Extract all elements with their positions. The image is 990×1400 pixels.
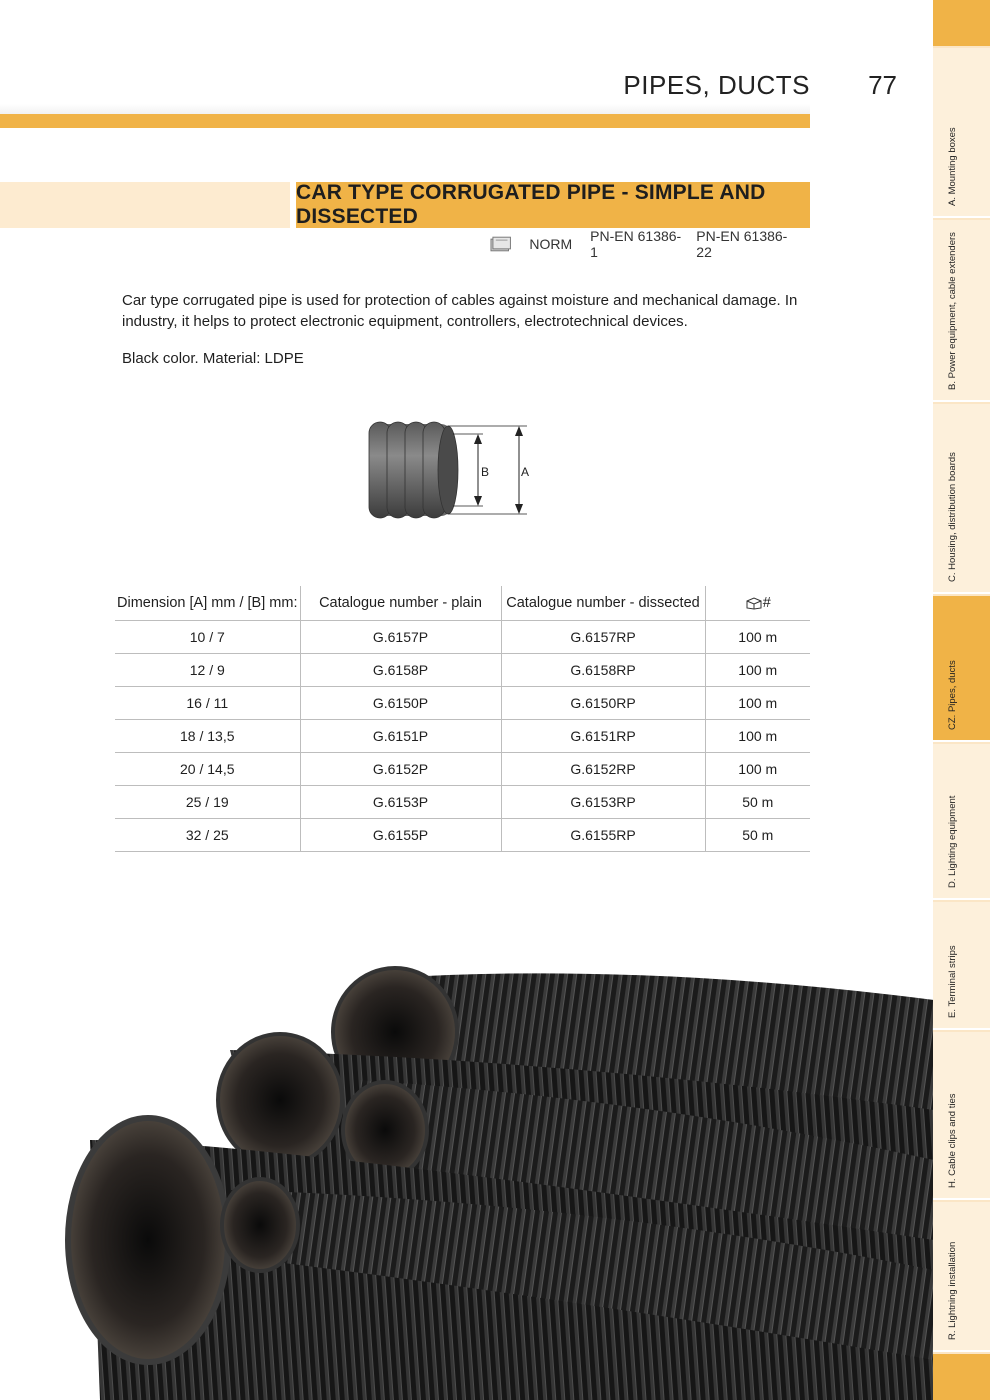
dimension-diagram xyxy=(355,410,555,530)
side-tab-label: D. Lighting equipment xyxy=(947,795,958,888)
norm-standard: PN-EN 61386-22 xyxy=(696,228,788,260)
side-tab-label: A. Mounting boxes xyxy=(947,127,958,206)
table-header-row xyxy=(115,586,810,620)
side-tab-mounting-boxes[interactable] xyxy=(933,48,990,218)
side-nav-top-accent xyxy=(933,0,990,46)
side-tab-housing[interactable] xyxy=(933,404,990,594)
dimension-cell: 32 / 25 xyxy=(115,818,300,851)
catalogue-dissected-cell: G.6152RP xyxy=(501,752,705,785)
column-header: Dimension [A] mm / [B] mm: xyxy=(115,586,300,620)
package-icon xyxy=(745,596,763,610)
side-tab-label: H. Cable clips and ties xyxy=(947,1093,958,1188)
product-title-box xyxy=(296,182,810,228)
catalogue-dissected-cell: G.6157RP xyxy=(501,620,705,653)
side-tab-lighting[interactable] xyxy=(933,744,990,900)
catalogue-plain-cell: G.6158P xyxy=(300,653,501,686)
dimension-b-label: B xyxy=(481,465,490,479)
dimension-cell: 20 / 14,5 xyxy=(115,752,300,785)
page-number: 77 xyxy=(868,70,897,100)
side-tab-label: B. Power equipment, cable extenders xyxy=(947,232,958,390)
side-navigation xyxy=(933,0,990,1400)
product-photo xyxy=(60,940,934,1400)
header-accent-bar xyxy=(0,114,810,128)
side-nav-bottom-accent xyxy=(933,1354,990,1400)
package-cell: 100 m xyxy=(705,653,810,686)
side-tab-terminal-strips[interactable] xyxy=(933,902,990,1030)
package-quantity-header: # xyxy=(762,594,771,611)
dimension-cell: 12 / 9 xyxy=(115,653,300,686)
package-cell: 100 m xyxy=(705,752,810,785)
table-row xyxy=(115,620,810,653)
package-cell: 50 m xyxy=(705,785,810,818)
catalogue-plain-cell: G.6152P xyxy=(300,752,501,785)
catalogue-plain-cell: G.6155P xyxy=(300,818,501,851)
product-material: Black color. Material: LDPE xyxy=(122,350,304,367)
catalogue-plain-cell: G.6157P xyxy=(300,620,501,653)
norm-row xyxy=(490,228,810,260)
catalogue-table xyxy=(115,586,810,852)
dimension-cell: 25 / 19 xyxy=(115,785,300,818)
title-band-left xyxy=(0,182,290,228)
column-header: Catalogue number - plain xyxy=(300,586,501,620)
table-row xyxy=(115,686,810,719)
side-tab-pipes-ducts[interactable] xyxy=(933,596,990,742)
norm-label: NORM xyxy=(529,236,573,252)
table-row xyxy=(115,653,810,686)
package-cell: 50 m xyxy=(705,818,810,851)
package-cell: 100 m xyxy=(705,620,810,653)
side-tab-label: C. Housing, distribution boards xyxy=(947,452,958,582)
norm-standard: PN-EN 61386-1 xyxy=(590,228,682,260)
catalogue-plain-cell: G.6151P xyxy=(300,719,501,752)
dimension-cell: 10 / 7 xyxy=(115,620,300,653)
catalogue-dissected-cell: G.6151RP xyxy=(501,719,705,752)
package-cell: 100 m xyxy=(705,719,810,752)
table-row xyxy=(115,719,810,752)
book-icon xyxy=(490,236,511,252)
catalogue-dissected-cell: G.6155RP xyxy=(501,818,705,851)
product-description: Car type corrugated pipe is used for protection of cables against moisture and mechanical damage. In industry, it helps to protect electronic equipment, controllers, electrotechnical devices. xyxy=(122,292,798,330)
package-cell: 100 m xyxy=(705,686,810,719)
dimension-a-label: A xyxy=(521,465,530,479)
catalogue-dissected-cell: G.6153RP xyxy=(501,785,705,818)
side-tab-lightning[interactable] xyxy=(933,1202,990,1352)
side-tab-label: CZ. Pipes, ducts xyxy=(947,660,958,730)
column-header xyxy=(705,586,810,620)
side-tab-label: E. Terminal strips xyxy=(947,945,958,1018)
catalogue-dissected-cell: G.6150RP xyxy=(501,686,705,719)
catalogue-plain-cell: G.6153P xyxy=(300,785,501,818)
column-header: Catalogue number - dissected xyxy=(501,586,705,620)
dimension-cell: 16 / 11 xyxy=(115,686,300,719)
side-tab-cable-clips[interactable] xyxy=(933,1032,990,1200)
product-title: CAR TYPE CORRUGATED PIPE - SIMPLE AND DISSECTED xyxy=(296,181,766,228)
section-title: PIPES, DUCTS xyxy=(623,70,810,100)
side-tab-power-equipment[interactable] xyxy=(933,220,990,402)
table-row xyxy=(115,818,810,851)
catalogue-dissected-cell: G.6158RP xyxy=(501,653,705,686)
catalogue-plain-cell: G.6150P xyxy=(300,686,501,719)
dimension-cell: 18 / 13,5 xyxy=(115,719,300,752)
table-row xyxy=(115,785,810,818)
side-tab-label: R. Lightning installation xyxy=(947,1241,958,1340)
table-row xyxy=(115,752,810,785)
